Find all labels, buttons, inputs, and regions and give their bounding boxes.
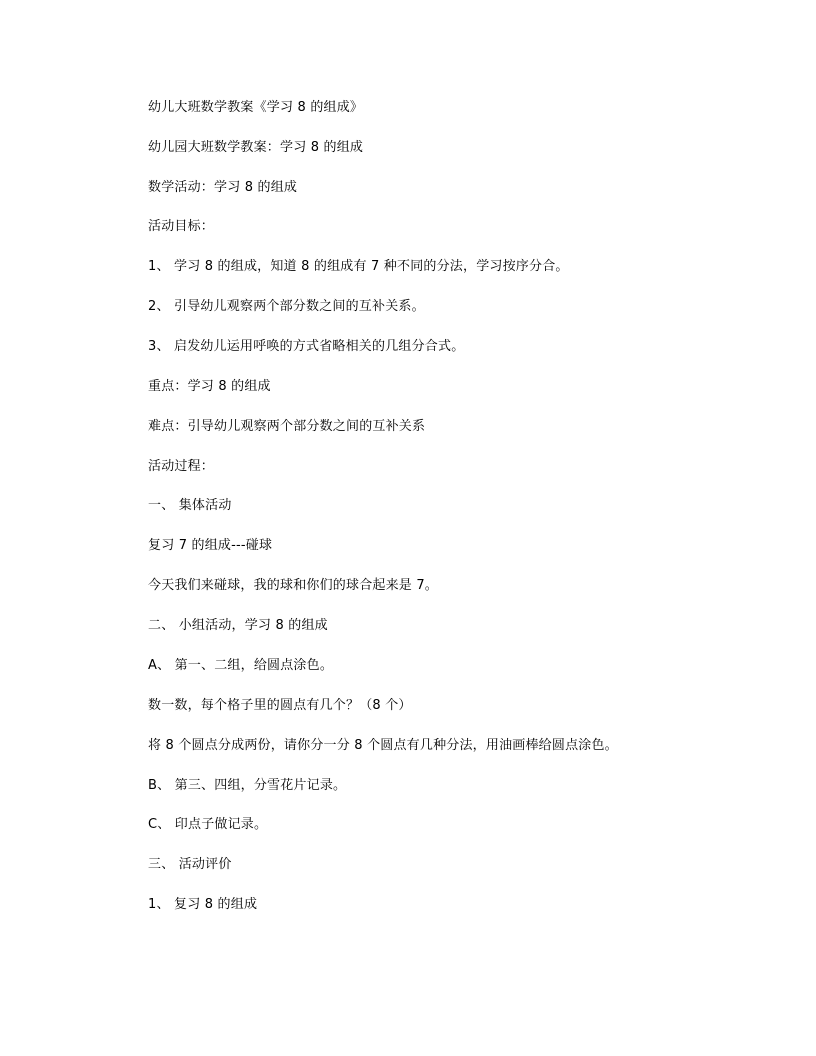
- group-task-c: C、 印点子做记录。: [148, 817, 268, 832]
- goal-item-3: 3、 启发幼儿运用呼唤的方式省略相关的几组分合式。: [148, 339, 465, 354]
- process-step-2: 二、 小组活动，学习 8 的组成: [148, 618, 328, 633]
- evaluation-item-1: 1、 复习 8 的组成: [148, 897, 258, 912]
- group-task-a-instruction: 将 8 个圆点分成两份，请你分一分 8 个圆点有几种分法，用油画棒给圆点涂色。: [148, 738, 618, 753]
- key-point: 重点：学习 8 的组成: [148, 379, 271, 394]
- group-task-a-question: 数一数，每个格子里的圆点有几个？（8 个）: [148, 698, 412, 713]
- goal-item-2: 2、 引导幼儿观察两个部分数之间的互补关系。: [148, 299, 425, 314]
- document-title: 幼儿大班数学教案《学习 8 的组成》: [148, 100, 364, 115]
- difficult-point: 难点：引导幼儿观察两个部分数之间的互补关系: [148, 419, 426, 434]
- goal-item-1: 1、 学习 8 的组成，知道 8 的组成有 7 种不同的分法，学习按序分合。: [148, 259, 569, 274]
- section-heading-process: 活动过程：: [148, 459, 215, 474]
- process-step-1: 一、 集体活动: [148, 498, 232, 513]
- document-subtitle: 幼儿园大班数学教案：学习 8 的组成: [148, 140, 364, 155]
- review-description: 今天我们来碰球，我的球和你们的球合起来是 7。: [148, 578, 439, 593]
- review-item: 复习 7 的组成---碰球: [148, 538, 273, 553]
- activity-name: 数学活动：学习 8 的组成: [148, 180, 298, 195]
- process-step-3: 三、 活动评价: [148, 857, 232, 872]
- group-task-a: A、 第一、二组，给圆点涂色。: [148, 658, 334, 673]
- group-task-b: B、 第三、四组，分雪花片记录。: [148, 778, 347, 793]
- section-heading-goals: 活动目标：: [148, 219, 215, 234]
